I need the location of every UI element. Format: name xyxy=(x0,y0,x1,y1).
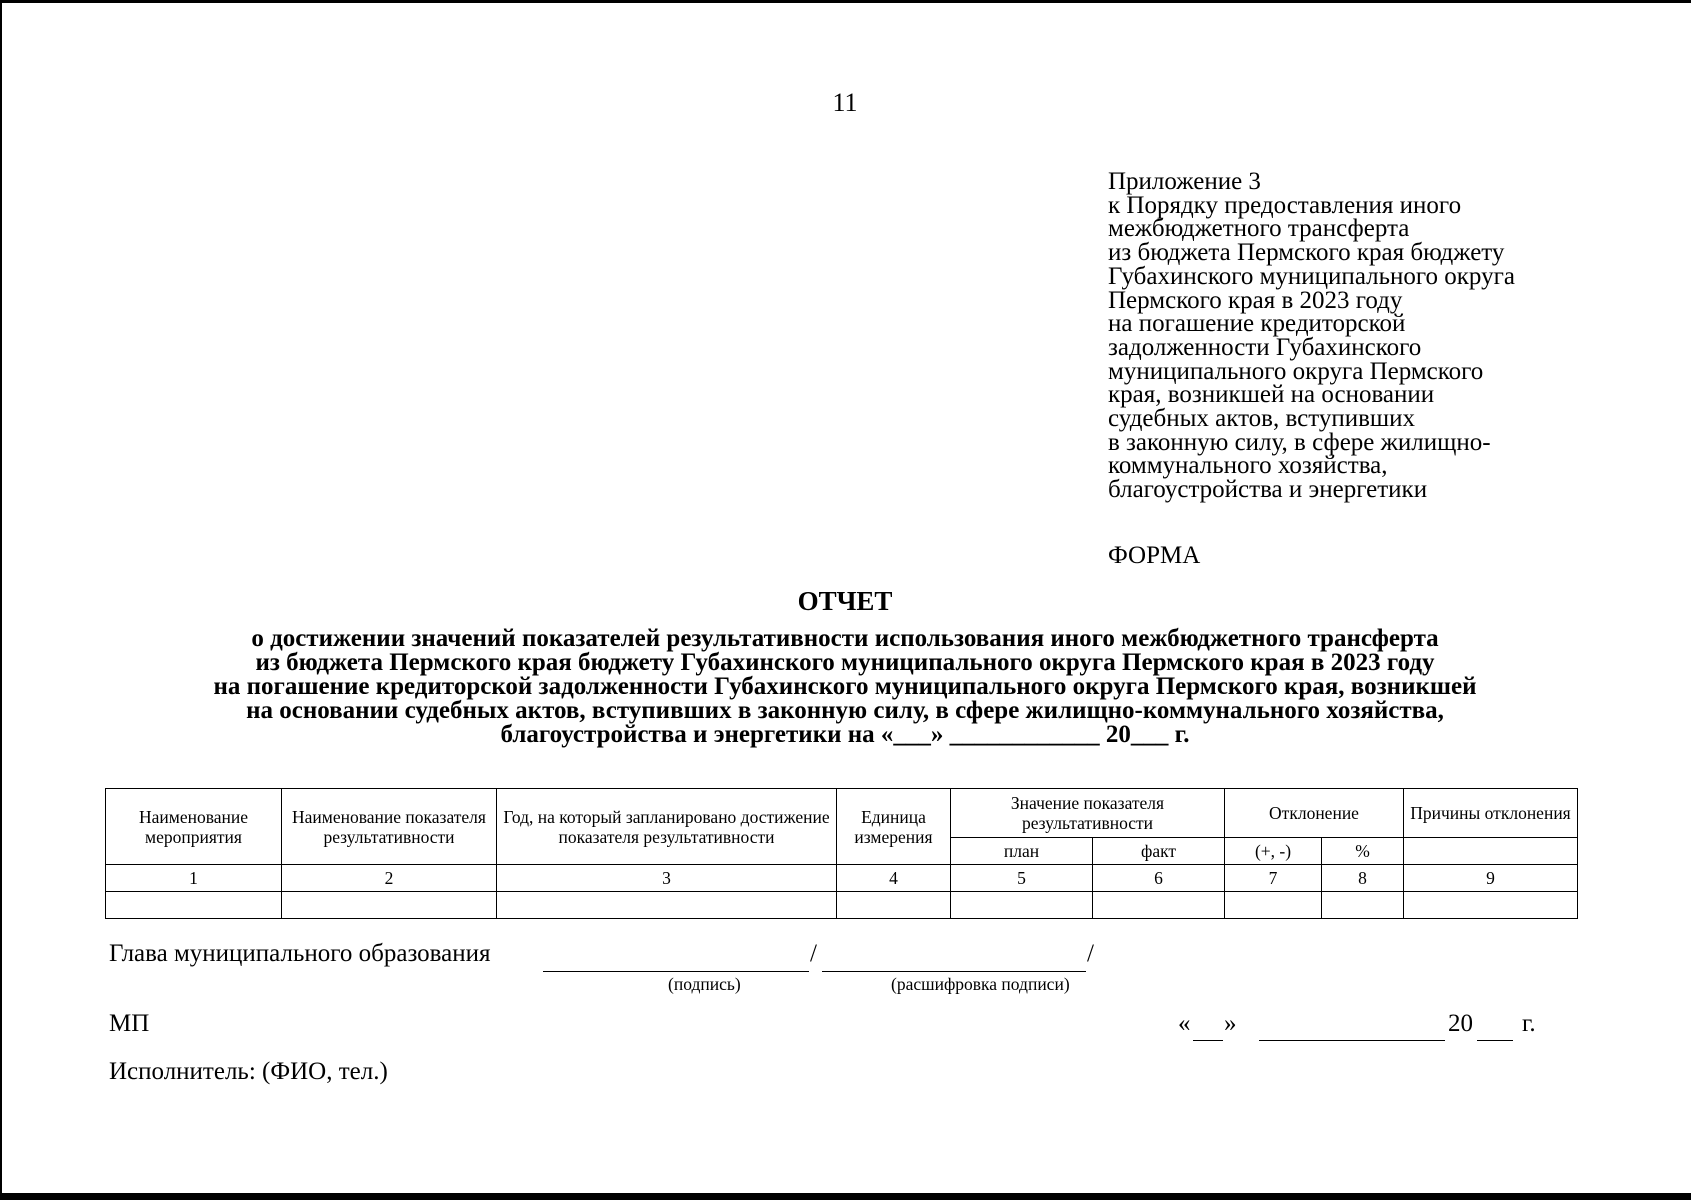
appendix-line: благоустройства и энергетики xyxy=(1108,476,1428,504)
appendix-line: Пермского края в 2023 году xyxy=(1108,286,1403,314)
signature-slash: / xyxy=(810,940,817,967)
day-blank-line xyxy=(1193,1040,1223,1041)
table-cell xyxy=(1404,892,1578,919)
appendix-line: на погашение кредиторской xyxy=(1108,310,1406,338)
appendix-line: судебных актов, вступивших xyxy=(1108,405,1416,433)
appendix-line: Приложение 3 xyxy=(1108,168,1261,195)
year-blank-line xyxy=(1477,1040,1513,1041)
header-unit: Единица измерения xyxy=(837,789,951,865)
appendix-line: в законную силу, в сфере жилищно- xyxy=(1108,428,1491,456)
appendix-line: муниципального округа Пермского xyxy=(1108,357,1484,385)
table-cell xyxy=(106,892,282,919)
header-indicator-value: Значение показателя результативности xyxy=(951,789,1225,838)
appendix-line: края, возникшей на основании xyxy=(1108,381,1435,409)
column-number: 6 xyxy=(1093,865,1225,892)
table-cell xyxy=(282,892,497,919)
table-cell xyxy=(1225,892,1322,919)
form-label: ФОРМА xyxy=(1108,542,1201,569)
date-line xyxy=(1178,1010,1558,1044)
appendix-line: коммунального хозяйства, xyxy=(1108,452,1388,480)
signature-line xyxy=(543,971,809,972)
column-number: 5 xyxy=(951,865,1093,892)
subtitle-line: благоустройства и энергетики на «___» ____________ 20___ г. xyxy=(500,721,1190,748)
table-cell xyxy=(951,892,1093,919)
report-title: ОТЧЕТ xyxy=(797,586,893,616)
subtitle-line: на погашение кредиторской задолженности Губахинского муниципального округа Пермского края, возникшей xyxy=(213,673,1477,700)
header-deviation-abs: (+, -) xyxy=(1225,838,1322,865)
scan-border-bottom xyxy=(0,1193,1691,1200)
date-open-quote: « xyxy=(1178,1010,1191,1037)
report-title-block xyxy=(90,585,1600,747)
appendix-line: задолженности Губахинского xyxy=(1108,333,1422,361)
header-indicator-name: Наименование показателя результативности xyxy=(282,789,497,865)
signature-caption: (подпись) xyxy=(668,974,741,994)
header-deviation-pct: % xyxy=(1322,838,1404,865)
header-planned-year: Год, на который запланировано достижение показателя результативности xyxy=(497,789,837,865)
subtitle-line: о достижении значений показателей результативности использования иного межбюджетного трансферта xyxy=(251,625,1439,652)
subtitle-line: на основании судебных актов, вступивших в законную силу, в сфере жилищно-коммунального хозяйства, xyxy=(246,697,1444,724)
header-deviation: Отклонение xyxy=(1225,789,1404,838)
month-blank-line xyxy=(1259,1040,1445,1041)
stamp-label: МП xyxy=(109,1010,150,1037)
appendix-line: Губахинского муниципального округа xyxy=(1108,262,1515,290)
column-number: 2 xyxy=(282,865,497,892)
column-number: 8 xyxy=(1322,865,1404,892)
header-fact: факт xyxy=(1093,838,1225,865)
year-prefix: 20 xyxy=(1448,1010,1473,1037)
table-row xyxy=(106,892,1578,919)
report-table xyxy=(105,788,1578,919)
scan-border-top xyxy=(0,0,1691,3)
signature-decoding-line xyxy=(822,971,1086,972)
column-number-row xyxy=(106,865,1578,892)
date-close-quote: » xyxy=(1224,1010,1237,1037)
table-cell xyxy=(497,892,837,919)
header-reasons-blank xyxy=(1404,838,1578,865)
appendix-header xyxy=(1108,170,1678,502)
report-subtitle xyxy=(90,627,1600,747)
signature-decoding-caption: (расшифровка подписи) xyxy=(891,974,1070,994)
head-signature-label: Глава муниципального образования xyxy=(109,940,491,967)
table-cell xyxy=(837,892,951,919)
appendix-line: к Порядку предоставления иного xyxy=(1108,191,1462,219)
column-number: 7 xyxy=(1225,865,1322,892)
subtitle-line: из бюджета Пермского края бюджету Губахинского муниципального округа Пермского края в 2023 году xyxy=(255,649,1435,676)
appendix-line: межбюджетного трансферта xyxy=(1108,215,1410,243)
column-number: 1 xyxy=(106,865,282,892)
header-reasons: Причины отклонения xyxy=(1404,789,1578,838)
year-suffix: г. xyxy=(1522,1010,1536,1037)
header-plan: план xyxy=(951,838,1093,865)
page-number: 11 xyxy=(832,88,858,117)
scan-border-left xyxy=(0,0,2,1200)
column-number: 9 xyxy=(1404,865,1578,892)
column-number: 3 xyxy=(497,865,837,892)
table-cell xyxy=(1322,892,1404,919)
table-cell xyxy=(1093,892,1225,919)
signature-slash-end: / xyxy=(1087,940,1094,967)
executor-label: Исполнитель: (ФИО, тел.) xyxy=(109,1058,388,1085)
header-event-name: Наименование мероприятия xyxy=(106,789,282,865)
column-number: 4 xyxy=(837,865,951,892)
appendix-line: из бюджета Пермского края бюджету xyxy=(1108,239,1505,267)
